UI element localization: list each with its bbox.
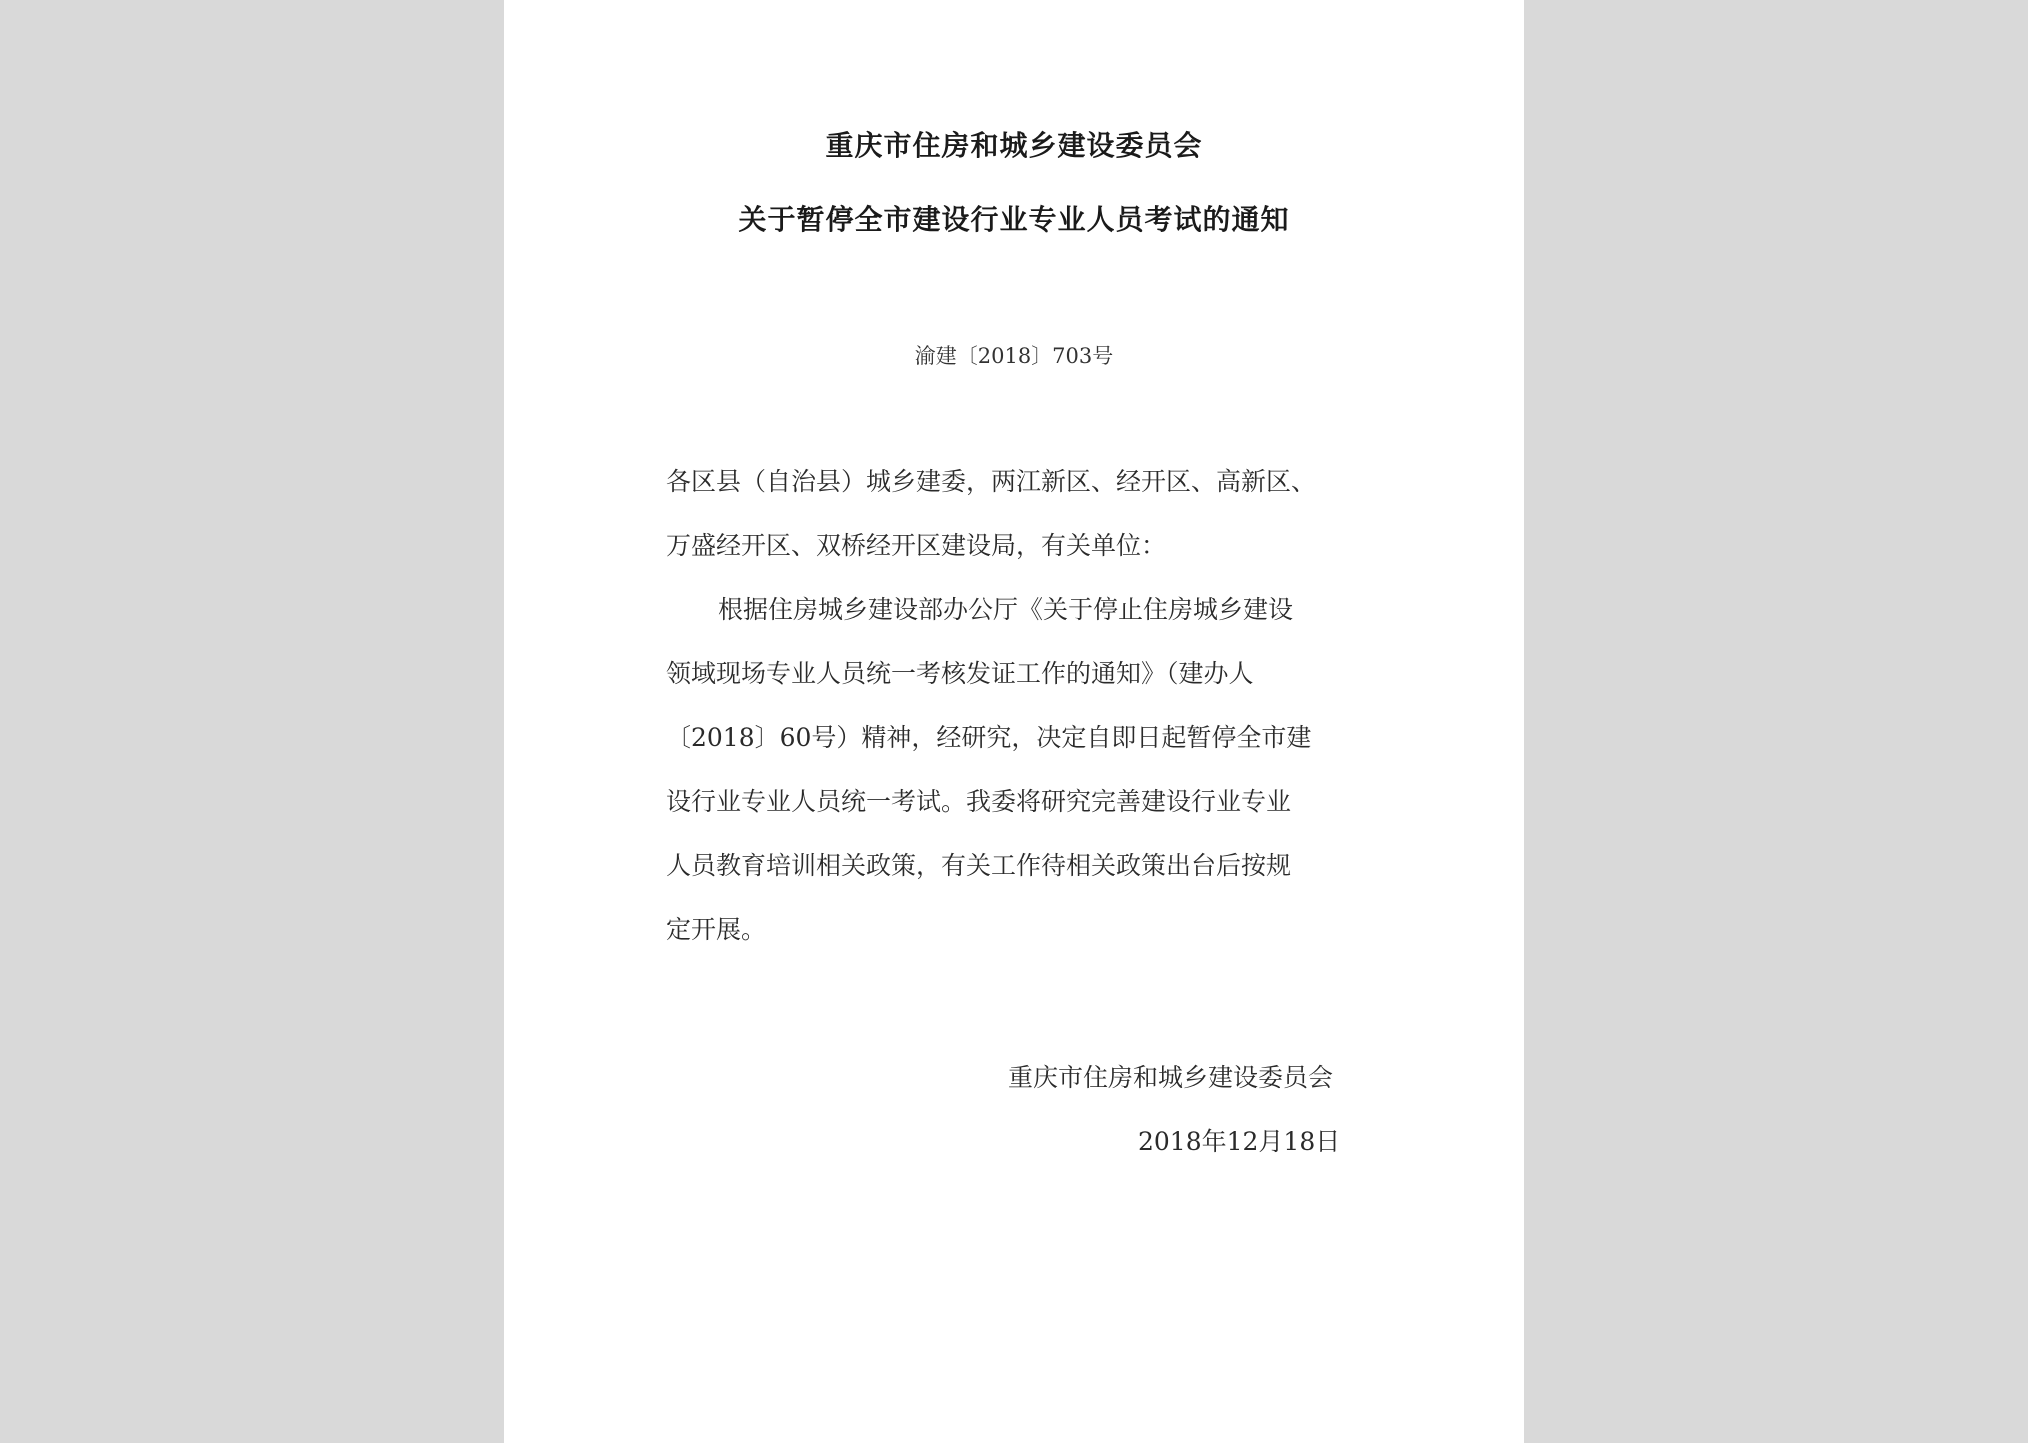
document-title-line2: 关于暂停全市建设行业专业人员考试的通知	[738, 203, 1290, 236]
document-page	[504, 0, 1524, 1443]
body-paragraph-line: 设行业专业人员统一考试。我委将研究完善建设行业专业	[666, 787, 1292, 816]
signature-organization: 重庆市住房和城乡建设委员会	[1008, 1063, 1334, 1092]
document-title-line1: 重庆市住房和城乡建设委员会	[825, 129, 1203, 162]
body-paragraph-line: 人员教育培训相关政策，有关工作待相关政策出台后按规	[666, 851, 1292, 880]
body-paragraph-line: 〔2018〕60号）精神，经研究，决定自即日起暂停全市建	[666, 723, 1312, 752]
salutation-line: 万盛经开区、双桥经开区建设局，有关单位：	[666, 531, 1167, 560]
salutation-line: 各区县（自治县）城乡建委，两江新区、经开区、高新区、	[666, 467, 1317, 496]
body-paragraph-line: 根据住房城乡建设部办公厅《关于停止住房城乡建设	[718, 595, 1294, 624]
document-number: 渝建〔2018〕703号	[914, 344, 1114, 368]
body-paragraph-line: 领域现场专业人员统一考核发证工作的通知》（建办人	[666, 659, 1254, 688]
body-paragraph-line: 定开展。	[666, 915, 767, 944]
signature-date: 2018年12月18日	[1138, 1127, 1341, 1156]
